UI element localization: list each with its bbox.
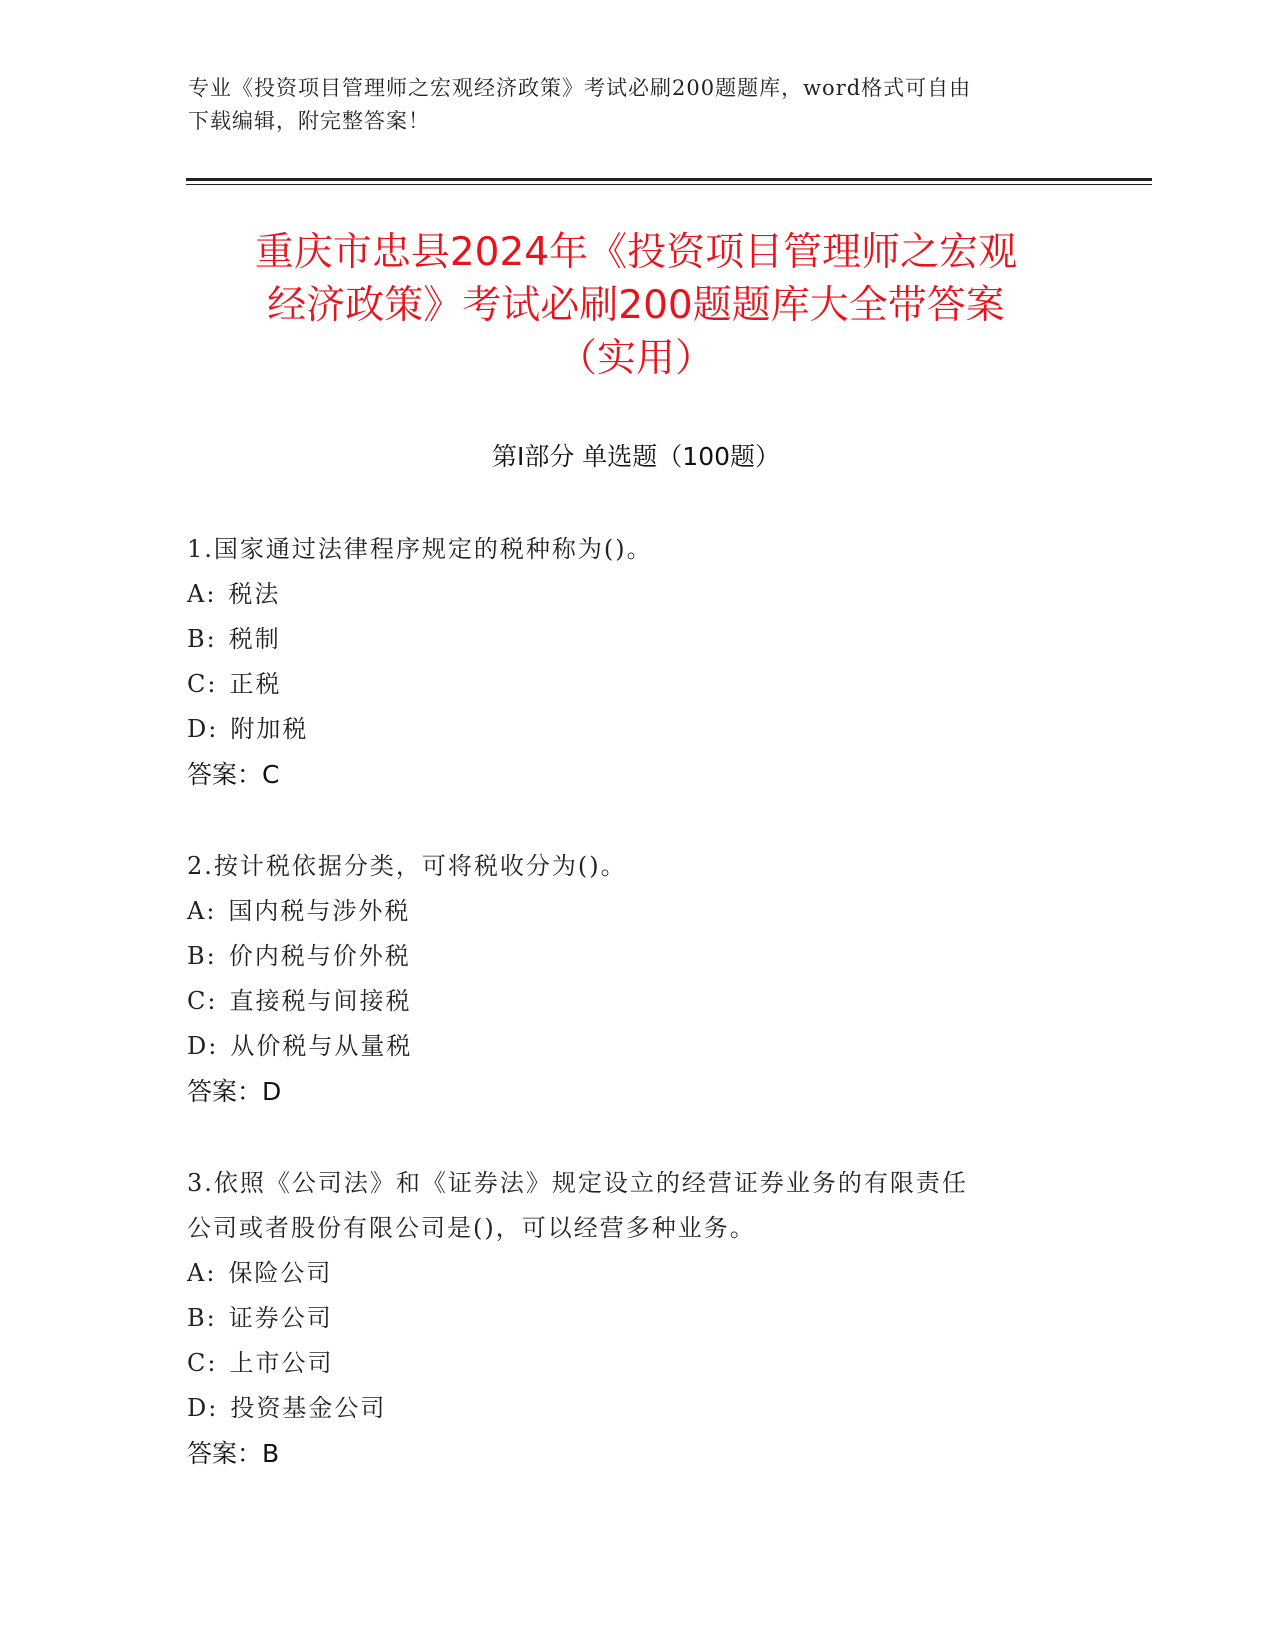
document-header-note [188, 72, 1088, 138]
option-label: C: [187, 670, 218, 698]
option-label: A: [187, 1259, 217, 1287]
option-text: 国内税与涉外税 [228, 897, 411, 925]
question-stem-line-2: 公司或者股份有限公司是()，可以经营多种业务。 [187, 1214, 756, 1242]
option-a [187, 889, 1067, 934]
option-d [187, 1024, 1067, 1069]
option-c [187, 979, 1067, 1024]
question-stem: 2.按计税依据分类，可将税收分为()。 [187, 852, 627, 880]
header-note-line-2: 下载编辑，附完整答案！ [188, 109, 430, 133]
option-text: 税法 [228, 580, 281, 608]
option-label: B: [187, 1304, 217, 1332]
option-b [187, 617, 1067, 662]
option-text: 直接税与间接税 [229, 987, 412, 1015]
option-c [187, 662, 1067, 707]
option-label: C: [187, 1349, 218, 1377]
option-c [187, 1341, 1067, 1386]
title-line-3: （实用） [557, 336, 714, 381]
section-heading: 第Ⅰ部分 单选题（100题） [491, 442, 781, 471]
header-divider-thick [186, 178, 1152, 181]
header-note-line-1: 专业《投资项目管理师之宏观经济政策》考试必刷200题题库，word格式可自由 [188, 76, 972, 100]
answer-line: 答案：C [187, 760, 280, 789]
option-d [187, 1386, 1067, 1431]
option-label: C: [187, 987, 218, 1015]
answer-line: 答案：D [187, 1077, 282, 1106]
document-title [186, 226, 1086, 385]
question-3 [187, 1161, 1067, 1476]
question-list [187, 527, 1067, 1523]
question-1 [187, 527, 1067, 797]
option-text: 上市公司 [229, 1349, 334, 1377]
option-b [187, 1296, 1067, 1341]
option-label: A: [187, 897, 217, 925]
answer-line: 答案：B [187, 1439, 280, 1468]
option-text: 正税 [229, 670, 282, 698]
option-a [187, 1251, 1067, 1296]
title-line-1: 重庆市忠县2024年《投资项目管理师之宏观 [254, 230, 1018, 275]
option-text: 从价税与从量税 [230, 1032, 413, 1060]
header-divider-thin [186, 184, 1152, 185]
option-label: D: [187, 1394, 219, 1422]
question-2 [187, 844, 1067, 1114]
option-label: D: [187, 1032, 219, 1060]
option-label: A: [187, 580, 217, 608]
option-text: 投资基金公司 [230, 1394, 387, 1422]
option-text: 保险公司 [228, 1259, 333, 1287]
option-d [187, 707, 1067, 752]
question-stem: 1.国家通过法律程序规定的税种称为()。 [187, 535, 653, 563]
question-stem-line-1: 3.依照《公司法》和《证券法》规定设立的经营证券业务的有限责任 [187, 1169, 968, 1197]
option-a [187, 572, 1067, 617]
option-label: D: [187, 715, 219, 743]
option-text: 税制 [228, 625, 281, 653]
option-label: B: [187, 625, 217, 653]
option-label: B: [187, 942, 217, 970]
option-text: 价内税与价外税 [228, 942, 411, 970]
option-text: 证券公司 [228, 1304, 333, 1332]
title-line-2: 经济政策》考试必刷200题题库大全带答案 [267, 283, 1005, 328]
option-b [187, 934, 1067, 979]
option-text: 附加税 [230, 715, 309, 743]
